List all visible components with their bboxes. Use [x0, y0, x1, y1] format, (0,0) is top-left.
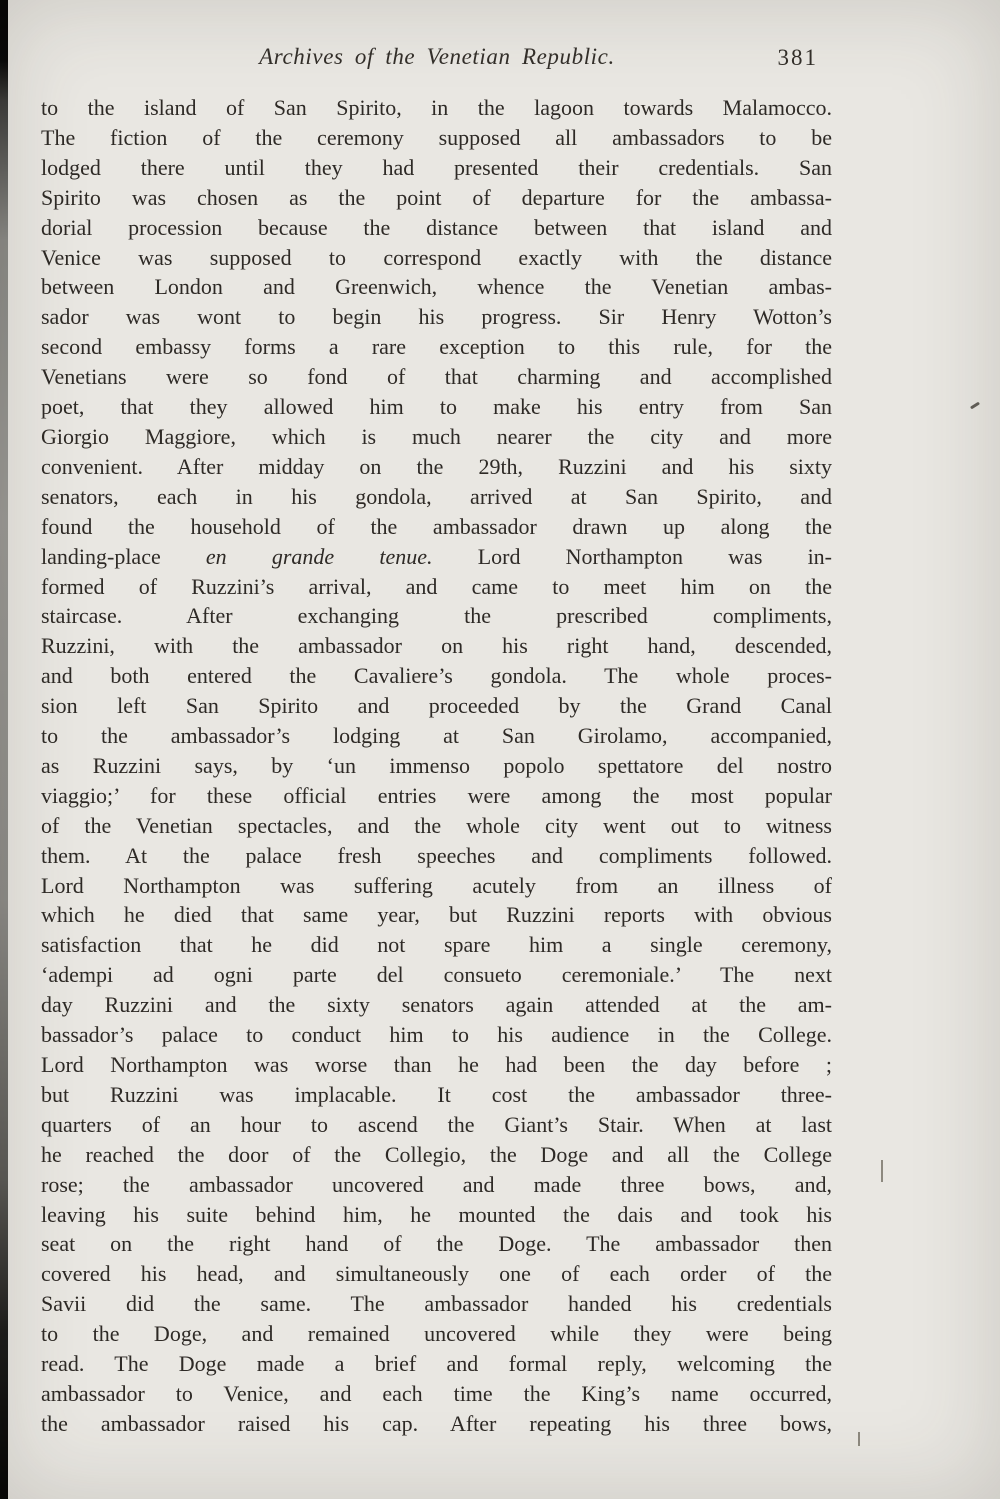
text-line	[41, 362, 832, 392]
text-line	[41, 482, 832, 512]
italic-text-segment: en grande tenue.	[205, 543, 433, 569]
text-segment: covered his head, and simultaneously one of each order of the	[41, 1261, 832, 1287]
text-segment: satisfaction that he did not spare him a single ceremony,	[41, 932, 832, 958]
text-segment: senators, each in his gondola, arrived at San Spirito, and	[41, 483, 832, 509]
scan-speck	[970, 402, 980, 410]
text-segment: of the Venetian spectacles, and the whole city went out to witness	[41, 812, 832, 838]
text-line	[41, 631, 832, 661]
text-segment: and both entered the Cavaliere’s gondola. The whole proces-	[41, 663, 832, 689]
text-line	[41, 1379, 832, 1409]
text-segment: as Ruzzini says, by ‘un immenso popolo spettatore del nostro	[41, 752, 832, 778]
text-segment: he reached the door of the Collegio, the Doge and all the College	[41, 1141, 832, 1167]
scan-gutter-shadow	[0, 0, 8, 1499]
text-segment: Lord Northampton was suffering acutely from an illness of	[41, 872, 832, 898]
text-segment: Spirito was chosen as the point of departure for the ambassa-	[41, 184, 832, 210]
text-line	[41, 841, 832, 871]
text-segment: rose; the ambassador uncovered and made three bows, and,	[41, 1171, 832, 1197]
text-segment: sador was wont to begin his progress. Sir Henry Wotton’s	[41, 304, 832, 330]
text-line	[41, 332, 832, 362]
text-segment: formed of Ruzzini’s arrival, and came to meet him on the	[41, 573, 832, 599]
text-line	[41, 721, 832, 751]
text-segment: day Ruzzini and the sixty senators again attended at the am-	[41, 992, 832, 1018]
text-segment: found the household of the ambassador drawn up along the	[41, 513, 832, 539]
text-line	[41, 123, 832, 153]
text-line	[41, 601, 832, 631]
text-line	[41, 422, 832, 452]
text-segment: lodged there until they had presented their credentials. San	[41, 154, 832, 180]
text-segment: ambassador to Venice, and each time the King’s name occurred,	[41, 1380, 832, 1406]
text-line	[41, 1289, 832, 1319]
text-line	[41, 572, 832, 602]
text-line	[41, 871, 832, 901]
body-text	[41, 93, 832, 1439]
page-header	[42, 44, 832, 78]
text-segment: the ambassador raised his cap. After repeating his three bows,	[41, 1410, 832, 1436]
text-line	[41, 1200, 832, 1230]
text-line	[41, 1110, 832, 1140]
text-segment: Venetians were so fond of that charming and accomplished	[41, 364, 832, 390]
text-segment: The fiction of the ceremony supposed all ambassadors to be	[41, 124, 832, 150]
text-line	[41, 512, 832, 542]
text-line	[41, 751, 832, 781]
text-line	[41, 960, 832, 990]
text-segment: dorial procession because the distance between that island and	[41, 214, 832, 240]
text-segment: which he died that same year, but Ruzzini reports with obvious	[41, 902, 832, 928]
text-segment: viaggio;’ for these official entries were among the most popular	[41, 782, 832, 808]
text-segment: poet, that they allowed him to make his entry from San	[41, 394, 832, 420]
text-line	[41, 930, 832, 960]
text-segment: seat on the right hand of the Doge. The ambassador then	[41, 1231, 832, 1257]
text-segment: between London and Greenwich, whence the Venetian ambas-	[41, 274, 832, 300]
text-line	[41, 990, 832, 1020]
text-line	[41, 392, 832, 422]
text-segment: to the island of San Spirito, in the lagoon towards Malamocco.	[41, 95, 832, 120]
text-line	[41, 661, 832, 691]
text-line	[41, 1229, 832, 1259]
text-line	[41, 272, 832, 302]
text-segment: them. At the palace fresh speeches and compliments followed.	[41, 842, 832, 868]
text-line	[41, 1409, 832, 1439]
text-segment: read. The Doge made a brief and formal reply, welcoming the	[41, 1351, 832, 1377]
text-segment: to the ambassador’s lodging at San Girolamo, accompanied,	[41, 723, 832, 749]
text-segment: second embassy forms a rare exception to this rule, for the	[41, 334, 832, 360]
text-line	[41, 183, 832, 213]
text-line	[41, 1020, 832, 1050]
text-line	[41, 900, 832, 930]
text-segment: bassador’s palace to conduct him to his audience in the College.	[41, 1022, 832, 1048]
text-segment: to the Doge, and remained uncovered while they were being	[41, 1321, 832, 1347]
text-line	[41, 153, 832, 183]
text-segment: Lord Northampton was in-	[432, 543, 833, 569]
text-line	[41, 1170, 832, 1200]
text-segment: Giorgio Maggiore, which is much nearer the city and more	[41, 423, 832, 449]
text-line	[41, 1140, 832, 1170]
page-number: 381	[777, 45, 818, 70]
text-segment: leaving his suite behind him, he mounted the dais and took his	[41, 1201, 832, 1227]
text-segment: Ruzzini, with the ambassador on his right hand, descended,	[41, 633, 832, 659]
text-segment: sion left San Spirito and proceeded by the Grand Canal	[41, 693, 832, 719]
text-segment: quarters of an hour to ascend the Giant’s Stair. When at last	[41, 1111, 832, 1137]
scan-mark	[858, 1432, 860, 1446]
running-title: Archives of the Venetian Republic.	[259, 44, 615, 69]
text-segment: but Ruzzini was implacable. It cost the ambassador three-	[41, 1081, 832, 1107]
text-line	[41, 1259, 832, 1289]
text-line	[41, 243, 832, 273]
text-line	[41, 1349, 832, 1379]
text-line	[41, 691, 832, 721]
text-line	[41, 1080, 832, 1110]
text-segment: Lord Northampton was worse than he had been the day before ;	[41, 1052, 832, 1077]
text-line	[41, 1319, 832, 1349]
text-segment: ‘adempi ad ogni parte del consueto ceremoniale.’ The next	[41, 962, 832, 988]
text-line	[41, 213, 832, 243]
text-segment: Venice was supposed to correspond exactly with the distance	[41, 244, 832, 270]
text-line	[41, 781, 832, 811]
text-line	[41, 1050, 832, 1080]
text-line	[41, 452, 832, 482]
text-segment: staircase. After exchanging the prescribed compliments,	[41, 603, 832, 629]
text-segment: convenient. After midday on the 29th, Ruzzini and his sixty	[41, 453, 832, 479]
text-line	[41, 542, 832, 572]
text-segment: landing-place	[41, 543, 206, 569]
text-segment: Savii did the same. The ambassador handed his credentials	[41, 1291, 832, 1317]
text-line	[41, 811, 832, 841]
scan-mark	[881, 1160, 883, 1182]
text-line	[41, 302, 832, 332]
text-line	[41, 93, 832, 123]
